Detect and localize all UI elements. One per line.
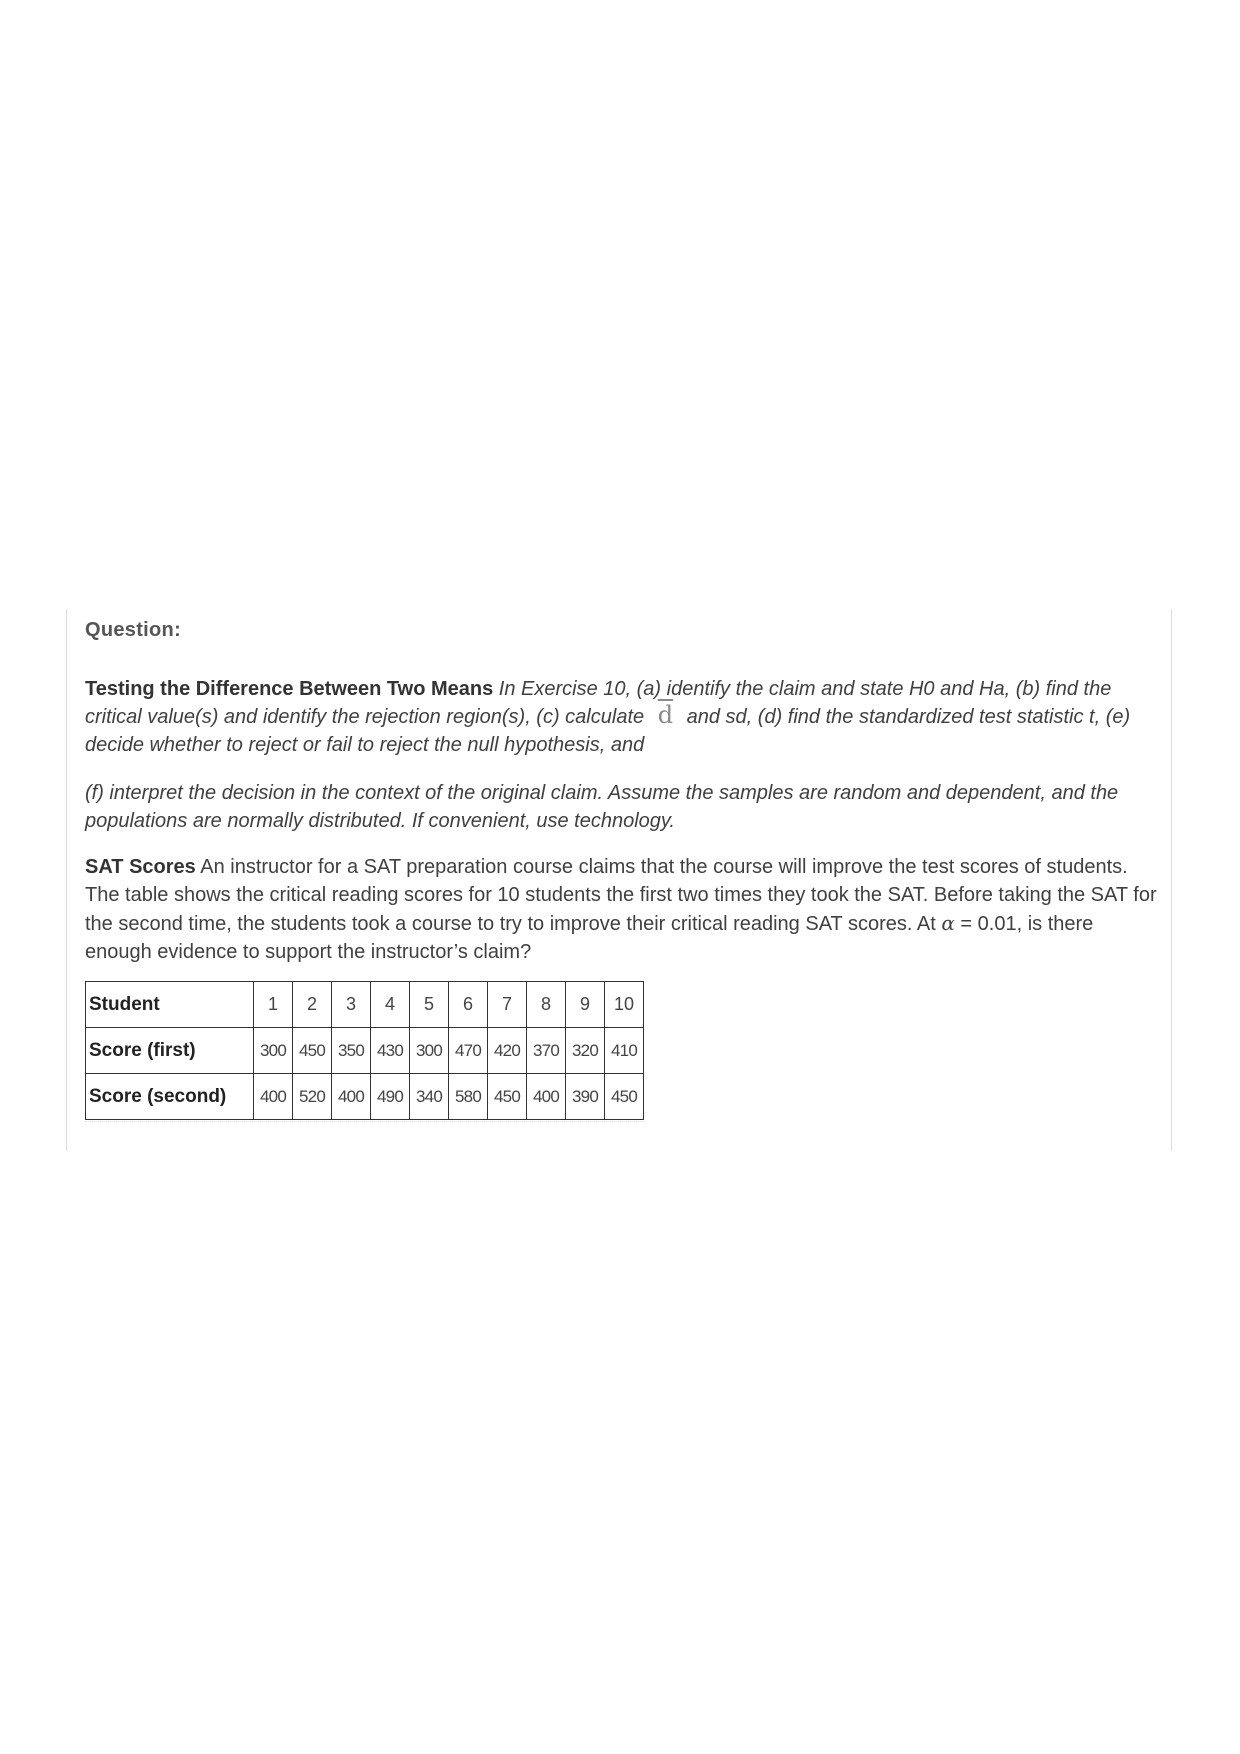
table-cell: 7: [488, 982, 527, 1028]
sat-paragraph: [85, 853, 1160, 966]
scores-table: [85, 981, 644, 1120]
table-cell: 430: [371, 1028, 410, 1074]
table-cell: 520: [293, 1074, 332, 1120]
table-cell: 470: [449, 1028, 488, 1074]
table-cell: 2: [293, 982, 332, 1028]
question-panel: [66, 609, 1172, 1151]
question-heading: Question:: [85, 619, 182, 641]
table-cell: 580: [449, 1074, 488, 1120]
sat-text-b: = 0.01, is there enough evidence to support the instructor’s claim?: [85, 913, 1094, 963]
sat-title: SAT Scores: [85, 856, 196, 878]
alpha-symbol: α: [941, 911, 955, 935]
table-cell: 8: [527, 982, 566, 1028]
table-cell: 400: [332, 1074, 371, 1120]
table-cell: 400: [254, 1074, 293, 1120]
row-label-student: Student: [86, 982, 254, 1028]
topic-title: Testing the Difference Between Two Means: [85, 678, 494, 700]
sat-text-a: An instructor for a SAT preparation course claims that the course will improve the test scores of students. The table shows the critical reading scores for 10 students the first two times they took the SAT. Before taking the SAT for the second time, the students took a course to try to improve their critical reading SAT scores. At: [85, 856, 1157, 935]
table-cell: 1: [254, 982, 293, 1028]
table-cell: 300: [410, 1028, 449, 1074]
table-cell: 320: [566, 1028, 605, 1074]
table-cell: 450: [293, 1028, 332, 1074]
table-cell: 420: [488, 1028, 527, 1074]
cropped-row-divider: [85, 1121, 645, 1124]
table-cell: 6: [449, 982, 488, 1028]
table-cell: 490: [371, 1074, 410, 1120]
interpret-paragraph: (f) interpret the decision in the context of the original claim. Assume the samples are random and dependent, and the populations are normally distributed. If convenient, use technology.: [85, 782, 1119, 832]
table-cell: 450: [605, 1074, 644, 1120]
row-label-first: Score (first): [86, 1028, 254, 1074]
table-cell: 450: [488, 1074, 527, 1120]
table-cell: 340: [410, 1074, 449, 1120]
table-cell: 5: [410, 982, 449, 1028]
table-cell: 300: [254, 1028, 293, 1074]
d-bar-symbol: $\overline{d}$: [657, 701, 674, 729]
instructions-paragraph: [85, 675, 1160, 759]
row-label-second: Score (second): [86, 1074, 254, 1120]
table-cell: 390: [566, 1074, 605, 1120]
table-cell: 370: [527, 1028, 566, 1074]
table-cell: 3: [332, 982, 371, 1028]
table-row-second: [86, 1074, 644, 1120]
table-cell: 400: [527, 1074, 566, 1120]
instructions-text-b: and sd, (d) find the standardized test statistic t, (e) decide whether to reject or fail to reject the null hypothesis, and: [85, 706, 1131, 756]
table-cell: 350: [332, 1028, 371, 1074]
instructions-text-a: In Exercise 10, (a) identify the claim and state H0 and Ha, (b) find the critical value(s) and identify the rejection region(s), (c) calculate: [85, 678, 1112, 728]
table-cell: 4: [371, 982, 410, 1028]
table-row-first: [86, 1028, 644, 1074]
table-cell: 10: [605, 982, 644, 1028]
table-cell: 410: [605, 1028, 644, 1074]
table-cell: 9: [566, 982, 605, 1028]
table-row-student: [86, 982, 644, 1028]
